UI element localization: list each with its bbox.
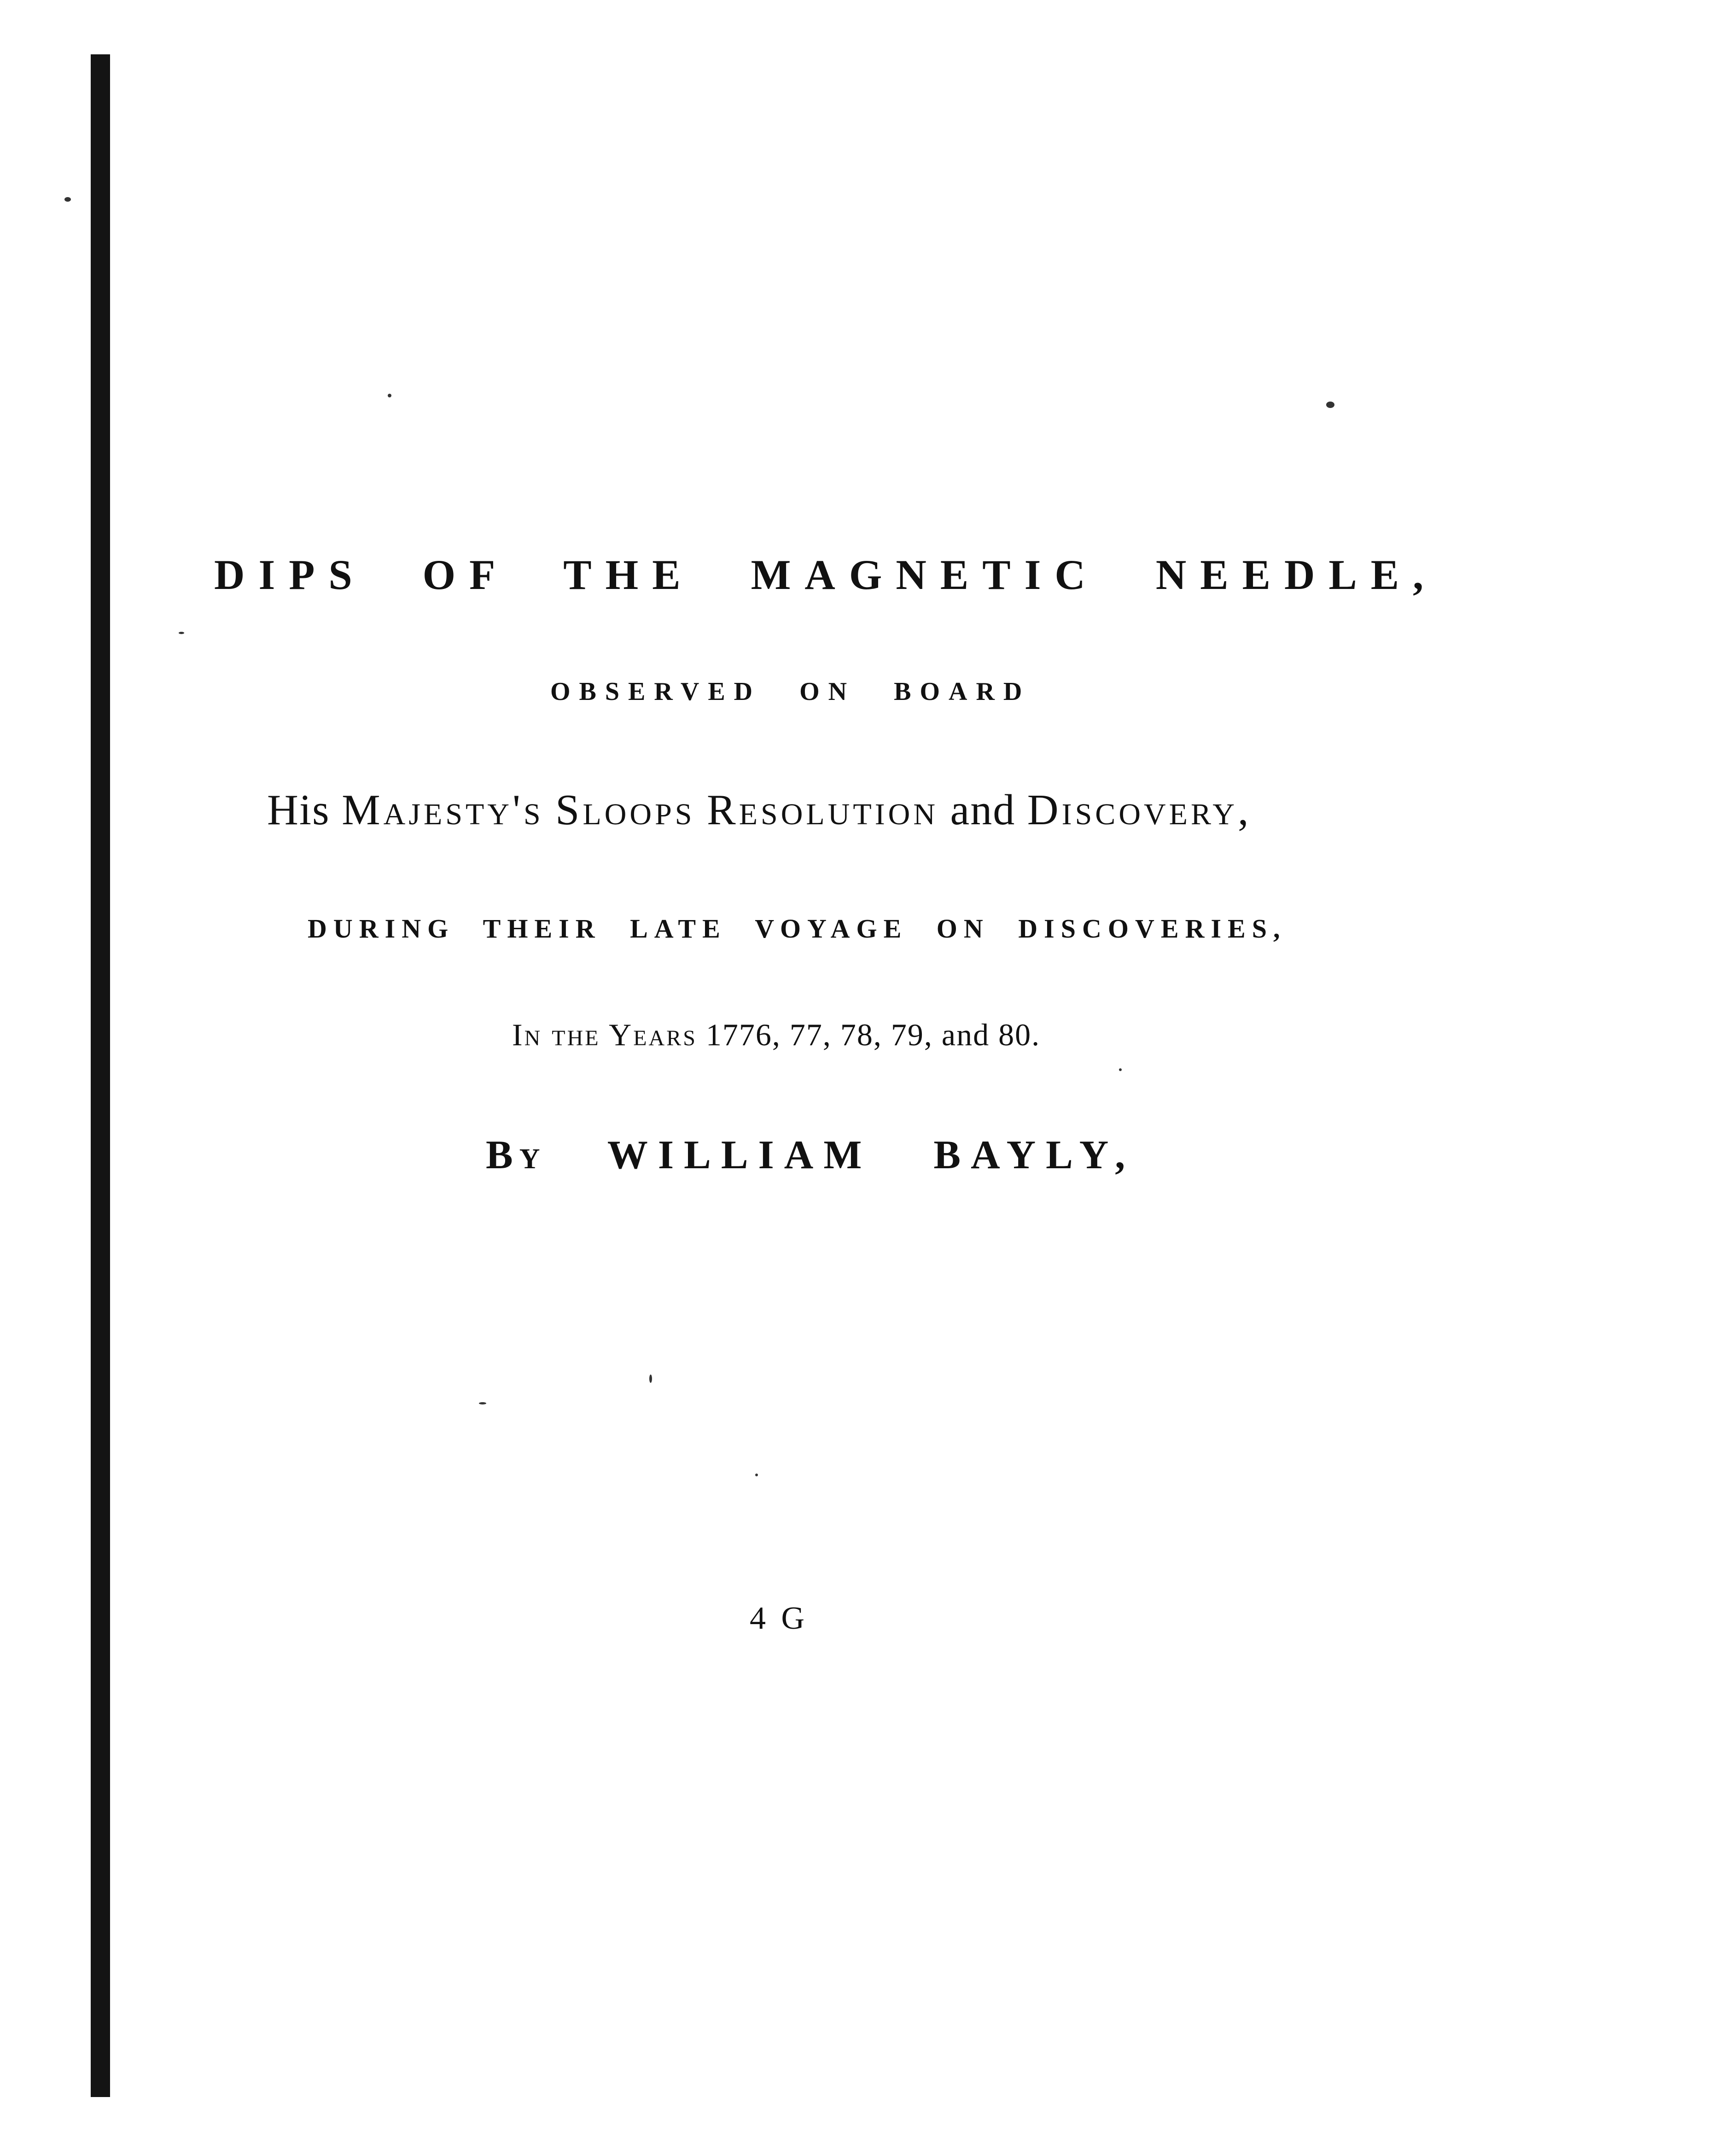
scan-speck	[388, 394, 391, 397]
years-line-values: 1776, 77, 78, 79, and 80.	[705, 1017, 1041, 1052]
scan-speck	[179, 632, 184, 634]
scan-speck	[649, 1375, 652, 1383]
ships-line-and: and	[950, 786, 1016, 834]
voyage-line: DURING THEIR LATE VOYAGE ON DISCOVERIES,	[308, 914, 1287, 944]
ships-line-discovery: Discovery,	[1027, 786, 1252, 834]
years-line-label: In the Years	[512, 1017, 697, 1052]
scan-speck	[1119, 1068, 1122, 1071]
document-title: DIPS OF THE MAGNETIC NEEDLE,	[214, 551, 1438, 598]
ships-line-prefix: His	[267, 786, 342, 834]
years-line	[512, 1017, 1040, 1053]
ships-line-majestys: Majesty's	[342, 786, 544, 834]
scan-speck	[64, 197, 71, 202]
page-binding-edge	[91, 54, 110, 2097]
author-by: By	[486, 1133, 547, 1177]
ships-line	[267, 785, 1252, 835]
signature-mark: 4 G	[750, 1601, 809, 1636]
observed-on-board-line: OBSERVED ON BOARD	[550, 677, 1031, 706]
scan-speck	[479, 1402, 486, 1404]
ships-line-resolution: Resolution	[707, 786, 938, 834]
ships-line-sloops: Sloops	[555, 786, 695, 834]
author-line	[486, 1132, 1135, 1178]
scan-speck	[755, 1474, 758, 1476]
author-name: WILLIAM BAYLY,	[607, 1133, 1136, 1177]
scan-speck	[1326, 402, 1334, 408]
